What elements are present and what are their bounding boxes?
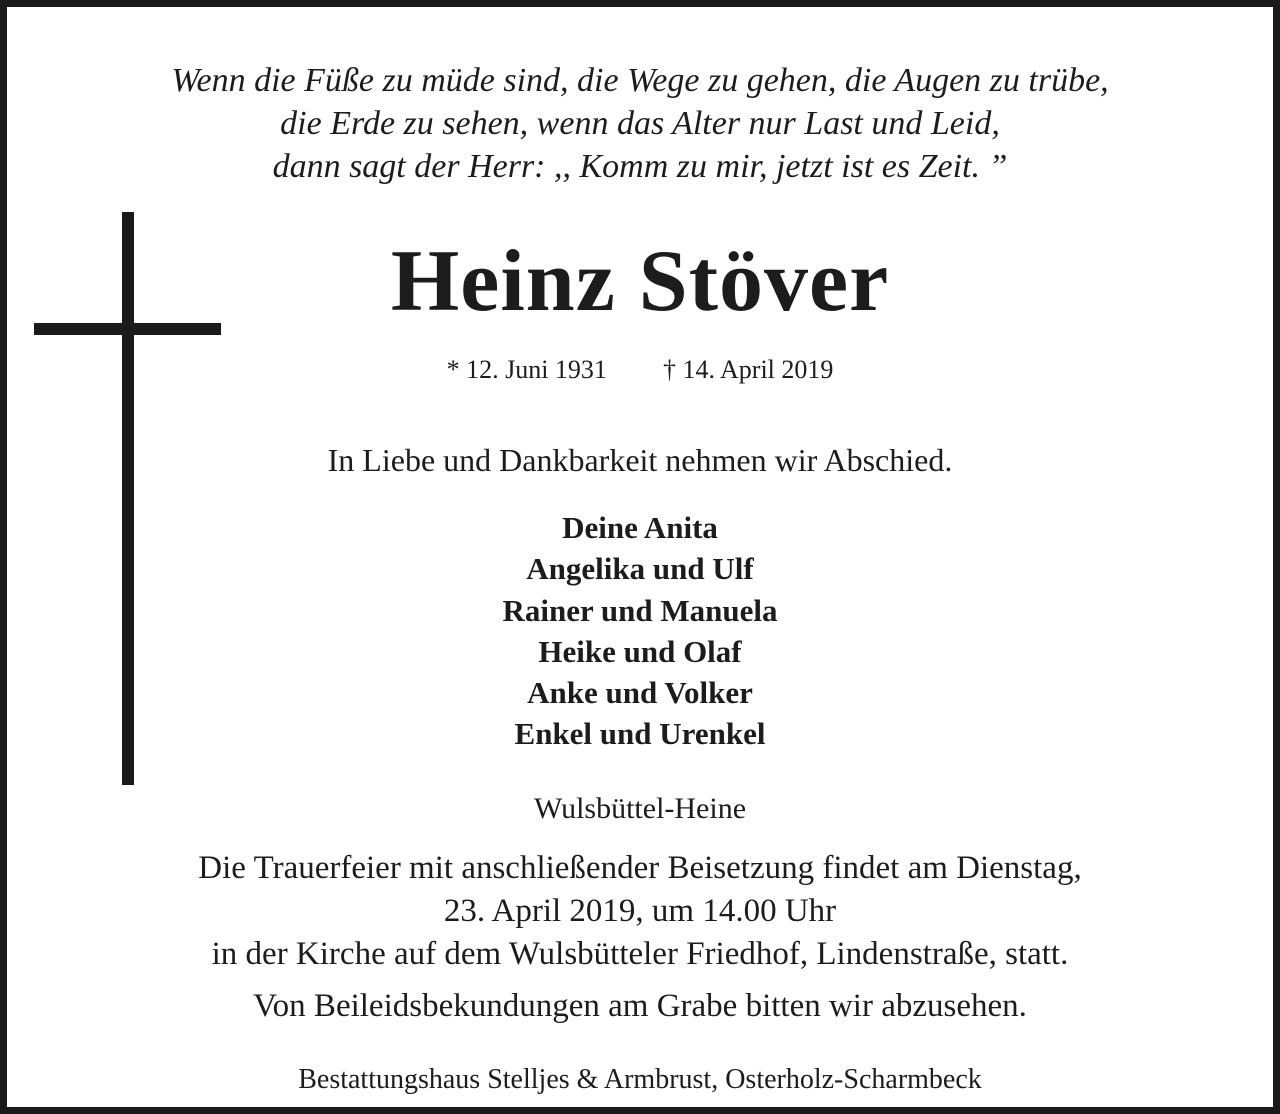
verse [7, 59, 1273, 188]
family-member: Angelika und Ulf [526, 551, 754, 587]
verse-line: dann sagt der Herr: ,, Komm zu mir, jetzt ist es Zeit. ” [272, 148, 1008, 185]
life-dates [7, 353, 1273, 387]
verse-line: Wenn die Füße zu müde sind, die Wege zu gehen, die Augen zu trübe, [171, 62, 1109, 99]
service-line: 23. April 2019, um 14.00 Uhr [443, 893, 837, 929]
service-info [7, 847, 1273, 976]
verse-line: die Erde zu sehen, wenn das Alter nur Last und Leid, [280, 105, 1000, 142]
service-line: in der Kirche auf dem Wulsbütteler Friedhof, Lindenstraße, statt. [211, 936, 1069, 972]
death-date: † 14. April 2019 [662, 355, 834, 384]
place: Wulsbüttel-Heine [533, 792, 747, 825]
condolence-note: Von Beileidsbekundungen am Grabe bitten wir abzusehen. [253, 988, 1027, 1024]
family-member: Rainer und Manuela [502, 592, 778, 628]
family-member: Deine Anita [562, 510, 718, 545]
family-member: Enkel und Urenkel [514, 716, 766, 752]
birth-date: * 12. Juni 1931 [446, 355, 607, 384]
family-member: Anke und Volker [527, 675, 753, 711]
undertaker: Bestattungshaus Stelljes & Armbrust, Osterholz-Scharmbeck [298, 1064, 982, 1095]
service-line: Die Trauerfeier mit anschließender Beisetzung findet am Dienstag, [198, 850, 1082, 886]
deceased-name: Heinz Stöver [390, 233, 890, 330]
farewell-text: In Liebe und Dankbarkeit nehmen wir Abschied. [327, 442, 953, 478]
family-list [7, 507, 1273, 755]
family-member: Heike und Olaf [538, 633, 742, 669]
